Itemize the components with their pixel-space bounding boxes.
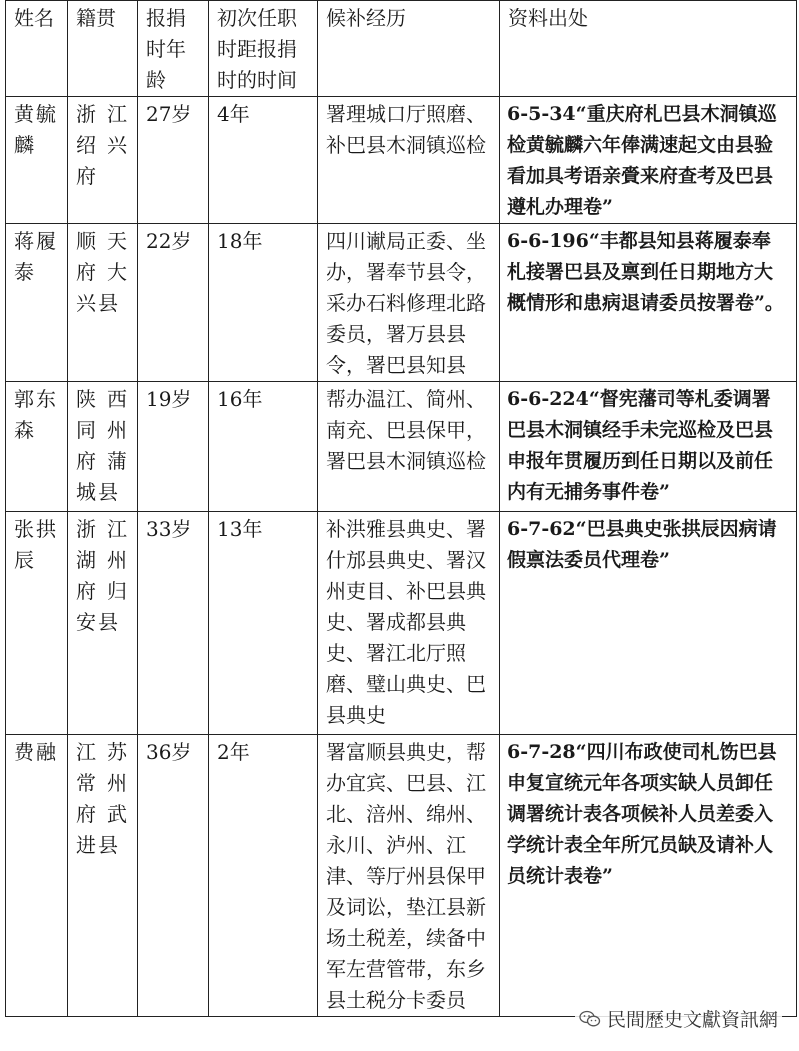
cell-origin: 江苏常州府武进县 [68,735,138,1017]
table-row [6,97,797,224]
cell-interval: 13年 [209,512,318,735]
table-row [6,512,797,735]
cell-origin: 陕西同州府蒲城县 [68,382,138,512]
cell-career: 补洪雅县典史、署什邡县典史、署汉州吏目、补巴县典史、署成都县典史、署江北厅照磨、璧山典史、巴县典史 [318,512,500,735]
cell-age: 19岁 [138,382,209,512]
cell-source: 6-7-28“四川布政使司札饬巴县申复宣统元年各项实缺人员卸任调署统计表各项候补人员差委入学统计表全年所冗员缺及请补人员统计表卷” [500,735,797,1017]
header-age: 报捐时年龄 [138,1,209,97]
header-origin: 籍贯 [68,1,138,97]
cell-career: 四川谳局正委、坐办，署奉节县令，采办石料修理北路委员，署万县县令，署巴县知县 [318,224,500,382]
table-row [6,735,797,1017]
cell-origin: 顺天府大兴县 [68,224,138,382]
cell-interval: 2年 [209,735,318,1017]
cell-origin: 浙江湖州府归安县 [68,512,138,735]
cell-age: 33岁 [138,512,209,735]
header-interval: 初次任职时距报捐时的时间 [209,1,318,97]
cell-interval: 18年 [209,224,318,382]
cell-age: 27岁 [138,97,209,224]
cell-interval: 4年 [209,97,318,224]
cell-name: 张拱辰 [6,512,68,735]
cell-career: 帮办温江、简州、南充、巴县保甲，署巴县木洞镇巡检 [318,382,500,512]
header-source: 资料出处 [500,1,797,97]
official-records-table [5,0,797,1017]
cell-source: 6-7-62“巴县典史张拱辰因病请假禀法委员代理卷” [500,512,797,735]
cell-name: 黄毓麟 [6,97,68,224]
header-name: 姓名 [6,1,68,97]
watermark [575,1003,782,1034]
cell-name: 费融 [6,735,68,1017]
header-career: 候补经历 [318,1,500,97]
table-header-row [6,1,797,97]
cell-age: 22岁 [138,224,209,382]
cell-source: 6-6-196“丰都县知县蒋履泰奉札接署巴县及禀到任日期地方大概情形和患病退请委员按署卷”。 [500,224,797,382]
table-row [6,382,797,512]
table-row [6,224,797,382]
cell-source: 6-5-34“重庆府札巴县木洞镇巡检黄毓麟六年俸满速起文由县验看加具考语亲賫来府查考及巴县遵札办理卷” [500,97,797,224]
watermark-text: 民間歷史文獻資訊網 [607,1009,779,1031]
cell-source: 6-6-224“督宪藩司等札委调署巴县木洞镇经手未完巡检及巴县申报年贯履历到任日期以及前任内有无捕务事件卷” [500,382,797,512]
cell-name: 郭东森 [6,382,68,512]
cell-career: 署理城口厅照磨、补巴县木洞镇巡检 [318,97,500,224]
cell-name: 蒋履泰 [6,224,68,382]
cell-age: 36岁 [138,735,209,1017]
cell-career: 署富顺县典史，帮办宜宾、巴县、江北、涪州、绵州、永川、泸州、江津、等厅州县保甲及词讼，垫江县新场土税差，续备中军左营管带，东乡县土税分卡委员 [318,735,500,1017]
wechat-icon [579,1010,601,1028]
cell-origin: 浙江绍兴府 [68,97,138,224]
cell-interval: 16年 [209,382,318,512]
